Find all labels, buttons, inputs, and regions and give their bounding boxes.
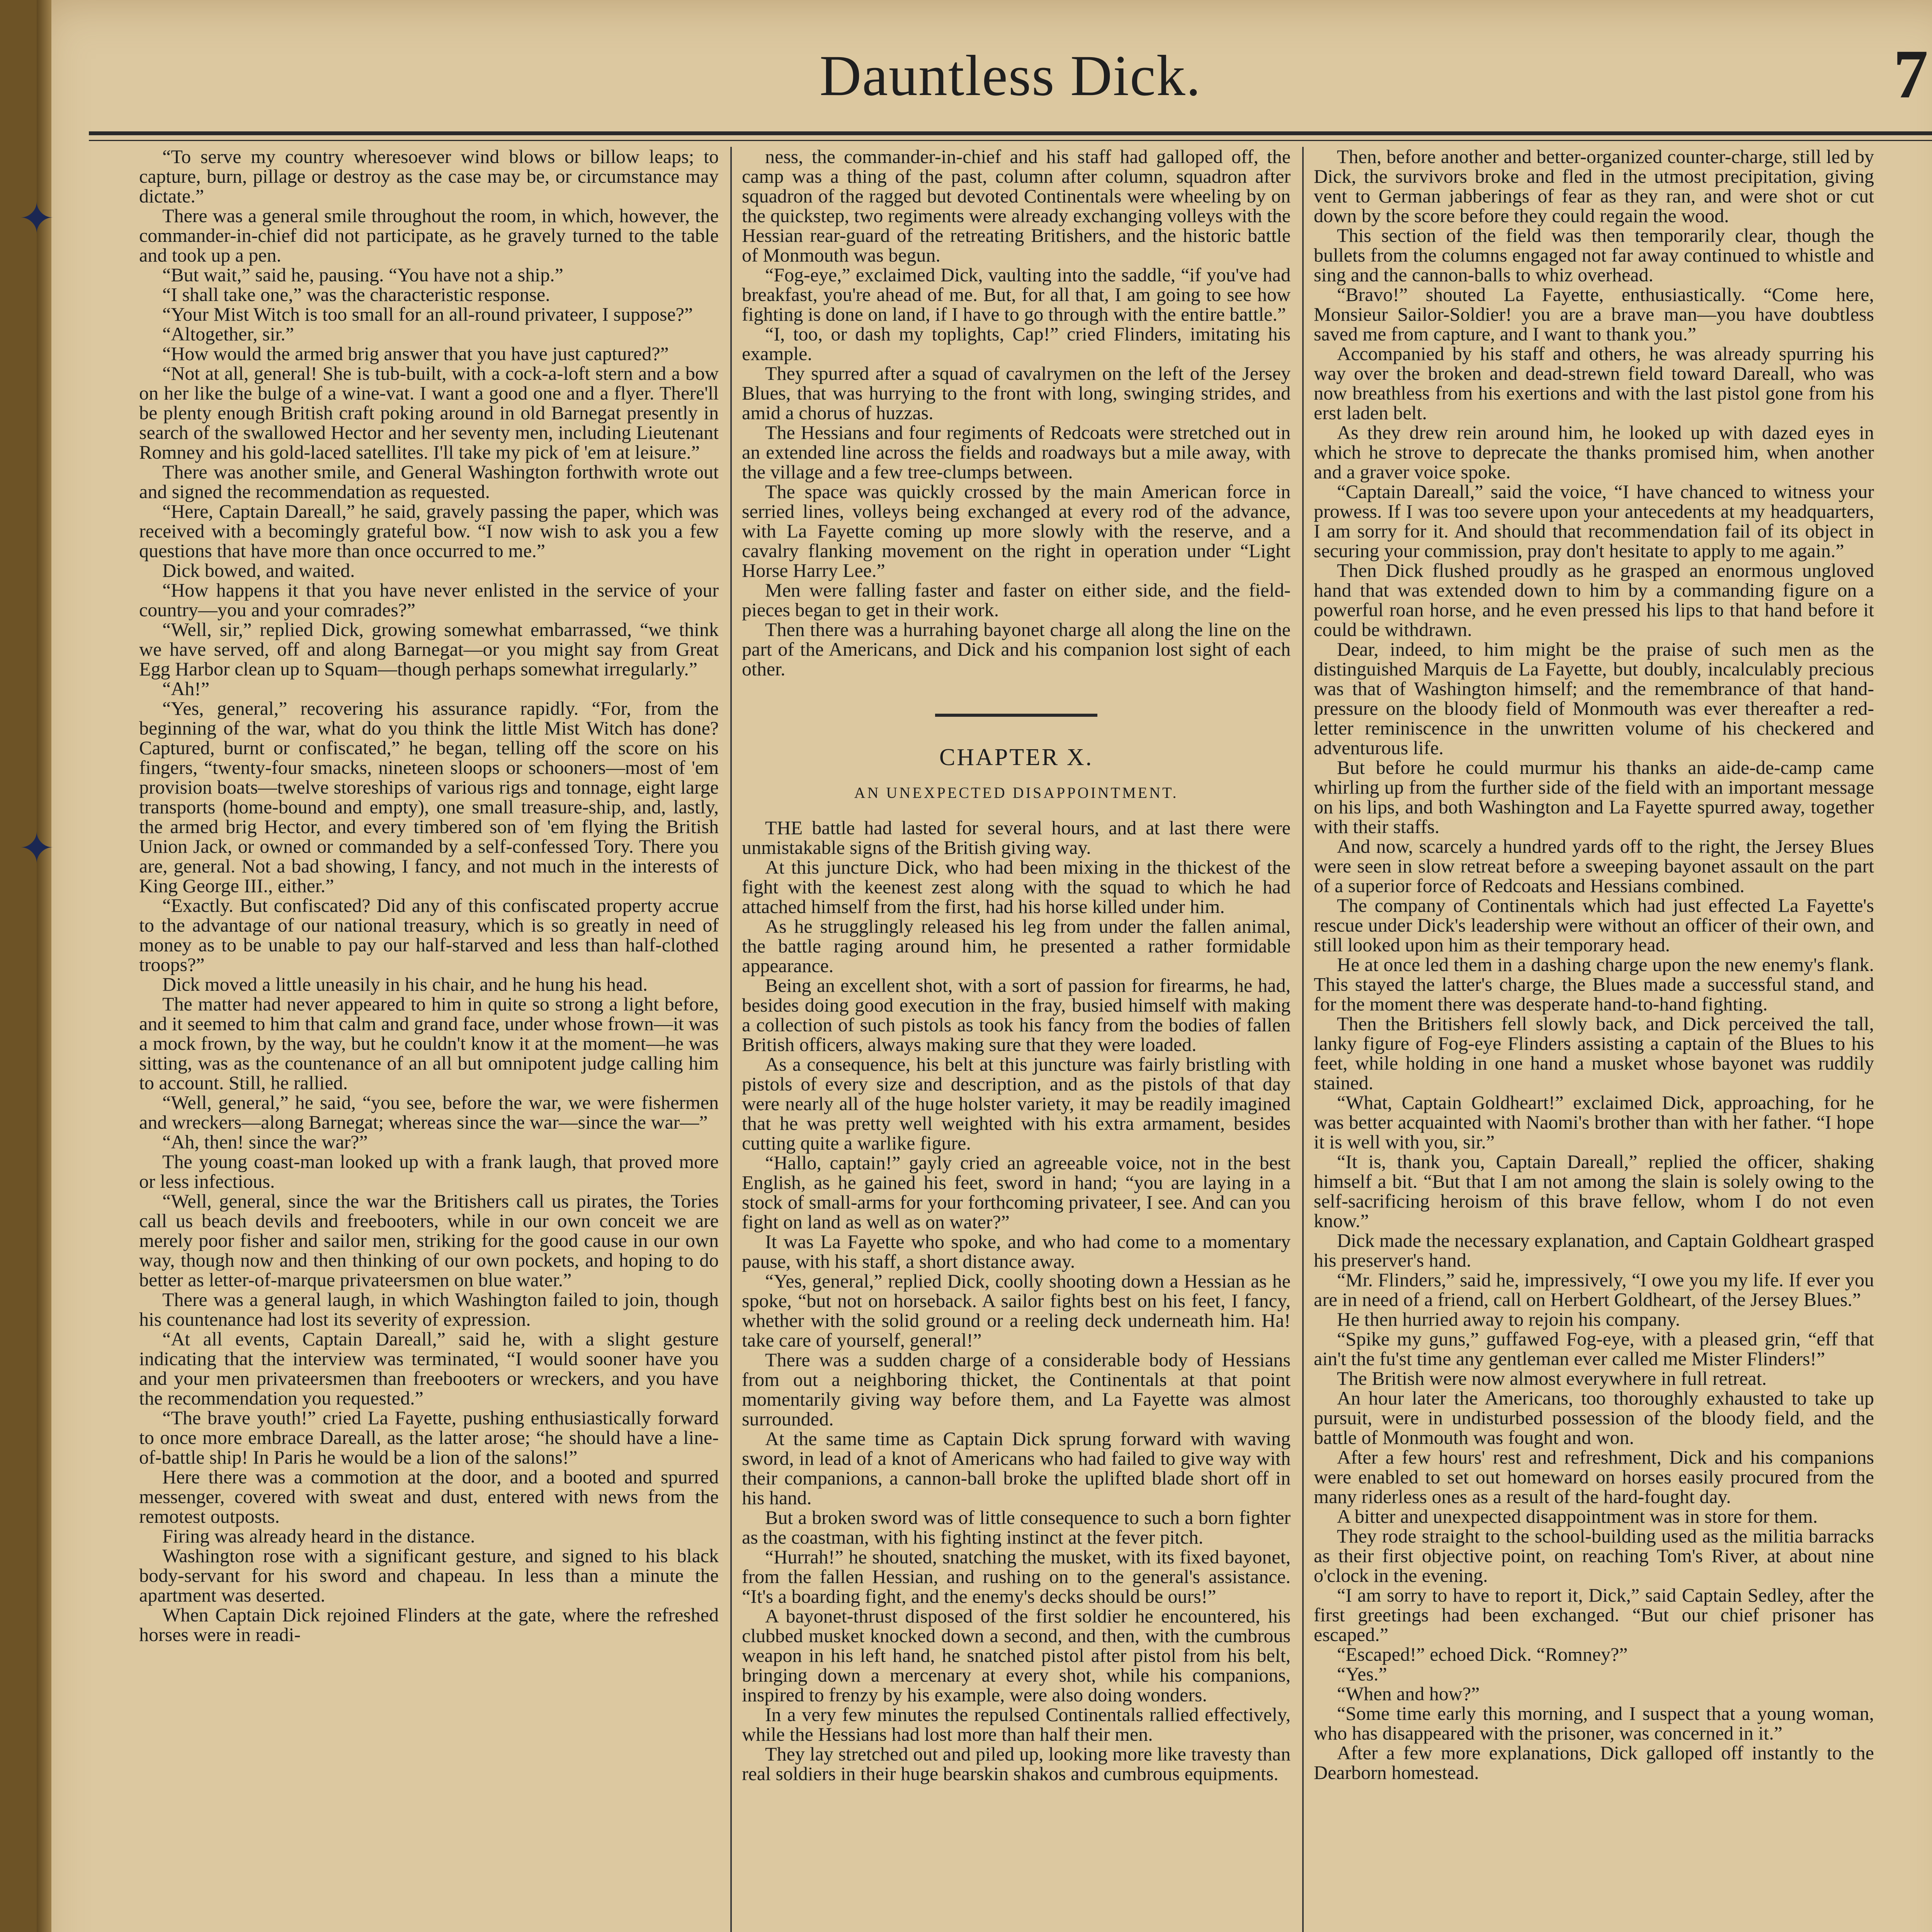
paragraph: A bayonet-thrust disposed of the first soldier he encountered, his clubbed musket knocked down a second, and then, with the cumbrous weapon in his left hand, he snatched pistol after pistol from his belt, bringing down a mercenary at every shot, while his companions, inspired to frenzy by his example, were also doing wonders. (742, 1605, 1291, 1706)
chapter-subtitle: AN UNEXPECTED DISAPPOINTMENT. (854, 784, 1179, 801)
paragraph: There was another smile, and General Washington forthwith wrote out and signed the recommendation as requested. (139, 461, 719, 502)
paragraph: As they drew rein around him, he looked up with dazed eyes in which he strove to deprecate the thanks promised him, when another and a graver voice spoke. (1314, 422, 1874, 483)
header-rule (89, 131, 1932, 135)
paragraph: “Altogether, sir.” (162, 323, 294, 345)
paragraph: “What, Captain Goldheart!” exclaimed Dick, approaching, for he was better acquainted with Naomi's brother than with her father. “I hope it is well with you, sir.” (1314, 1092, 1874, 1153)
text-column-1 (139, 147, 719, 1932)
paragraph: “Exactly. But confiscated? Did any of this confiscated property accrue to the advantage of our national treasury, which is so greatly in need of money as to be unable to pay our half-starved and less than half-clothed troops?” (139, 895, 719, 975)
paragraph: Being an excellent shot, with a sort of passion for firearms, he had, besides doing good execution in the fray, busied himself with making a collection of such pistols as took his fancy from the bodies of fallen British officers, always making sure that they were loaded. (742, 975, 1291, 1055)
paragraph: “Yes, general,” replied Dick, coolly shooting down a Hessian as he spoke, “but not on horseback. A sailor fights best on his feet, I fancy, whether with the solid ground or a reeling deck underneath him. Ha! take care of yourself, general!” (742, 1270, 1291, 1351)
paragraph: Then there was a hurrahing bayonet charge all along the line on the part of the Americans, and Dick and his companion lost sight of each other. (742, 619, 1291, 680)
paragraph: “Hurrah!” he shouted, snatching the musket, with its fixed bayonet, from the fallen Hessian, and rushing on to the general's assistance. “It's a boarding fight, and the enemy's decks should be ours!” (742, 1546, 1291, 1607)
paragraph: “To serve my country wheresoever wind blows or billow leaps; to capture, burn, pillage or destroy as the case may be, or circumstance may dictate.” (139, 147, 719, 207)
paragraph: The matter had never appeared to him in quite so strong a light before, and it seemed to him that calm and grand face, under whose frown—it was a mock frown, by the way, but he couldn't know it at the moment—he was sitting, was as the countenance of an all but omnipotent judge calling him to account. Still, he rallied. (139, 993, 719, 1094)
paragraph: Washington rose with a significant gesture, and signed to his black body-servant for his sword and chapeau. In less than a minute the apartment was deserted. (139, 1545, 719, 1606)
paragraph: Dear, indeed, to him might be the praise of such men as the distinguished Marquis de La Fayette, but doubly, incalculably precious was that of Washington himself; and the remembrance of that hand-pressure on the bloody field of Monmouth was ever thereafter a red-letter reminiscence in the unwritten volume of his checkered and adventurous life. (1314, 638, 1874, 759)
paragraph: “But wait,” said he, pausing. “You have not a ship.” (162, 264, 563, 286)
paragraph: Then the Britishers fell slowly back, and Dick perceived the tall, lanky figure of Fog-eye Flinders assisting a captain of the Blues to his feet, while holding in one hand a musket whose bayonet was ruddily stained. (1314, 1013, 1874, 1094)
paragraph: Men were falling faster and faster on either side, and the field-pieces began to get in their work. (742, 579, 1291, 621)
paragraph: “Bravo!” shouted La Fayette, enthusiastically. “Come here, Monsieur Sailor-Soldier! you are a brave man—you have doubtless saved me from capture, and I want to thank you.” (1314, 284, 1874, 345)
paragraph: After a few more explanations, Dick galloped off instantly to the Dearborn homestead. (1314, 1742, 1874, 1783)
paragraph: Accompanied by his staff and others, he was already spurring his way over the broken and dead-strewn field toward Dareall, who was now breathless from his exertions and with the last pistol gone from his erst laden belt. (1314, 343, 1874, 423)
paragraph: They lay stretched out and piled up, looking more like travesty than real soldiers in their huge bearskin shakos and cumbrous equipments. (742, 1743, 1291, 1784)
paragraph: Then Dick flushed proudly as he grasped an enormous ungloved hand that was extended down to him by a commanding figure on a powerful roan horse, and he even pressed his lips to that hand before it could be withdrawn. (1314, 560, 1874, 640)
paragraph: “Yes, general,” recovering his assurance rapidly. “For, from the beginning of the war, what do you think the little Mist Witch has done? Captured, burnt or confiscated,” he began, telling off the score on his fingers, “twenty-four smacks, nineteen sloops or schooners—most of 'em provision boats—twelve storeships of various rigs and tonnage, eight large transports (home-bound and empty), one small treasure-ship, and, lastly, the armed brig Hector, and every timbered son of 'em flying the British Union Jack, or owned or commanded by a self-confessed Tory. There you are, general. Not a bad showing, I fancy, and not much in the interests of King George III., either.” (139, 697, 719, 896)
paragraph: “At all events, Captain Dareall,” said he, with a slight gesture indicating that the interview was terminated, “I would sooner have you and your men privateersmen than freebooters or wreckers, and you have the recommendation you requested.” (139, 1328, 719, 1409)
text-column-3 (1314, 147, 1874, 1932)
four-point-star-icon: ✦ (19, 823, 55, 873)
chapter-title: CHAPTER X. (939, 744, 1094, 770)
paragraph: An hour later the Americans, too thoroughly exhausted to take up pursuit, were in undisturbed possession of the bloody field, and the battle of Monmouth was fought and won. (1314, 1387, 1874, 1448)
paragraph: He then hurried away to rejoin his company. (1337, 1308, 1680, 1330)
paragraph: “I shall take one,” was the characteristic response. (162, 284, 550, 305)
paragraph: “Yes.” (1337, 1663, 1387, 1685)
paragraph: And now, scarcely a hundred yards off to the right, the Jersey Blues were seen in slow retreat before a sweeping bayonet assault on the part of a superior force of Redcoats and Hessians combined. (1314, 835, 1874, 896)
paragraph: “Well, sir,” replied Dick, growing somewhat embarrassed, “we think we have served, off and along Barnegat—or you might say from Great Egg Harbor clean up to Squam—though perhaps somewhat irregularly.” (139, 619, 719, 680)
paragraph: There was a sudden charge of a considerable body of Hessians from out a neighboring thicket, the Continentals at that point momentarily giving way before them, and La Fayette was almost surrounded. (742, 1349, 1291, 1430)
paragraph: Dick bowed, and waited. (162, 560, 355, 581)
column-divider (1302, 147, 1304, 1932)
paragraph: The company of Continentals which had just effected La Fayette's rescue under Dick's leadership were without an officer of their own, and still looked upon him as their temporary head. (1314, 895, 1874, 956)
paragraph: Dick made the necessary explanation, and Captain Goldheart grasped his preserver's hand. (1314, 1230, 1874, 1271)
column-divider (730, 147, 732, 1932)
page-header (77, 27, 1932, 120)
paragraph: “Well, general, since the war the Britishers call us pirates, the Tories call us beach devils and freebooters, while in our own conceit we are merely poor fisher and sailor men, striking for the good cause in our own way, though now and then thinking of our own pockets, and hoping to do better as letter-of-marque privateersmen on blue water.” (139, 1190, 719, 1291)
column-2-body-top (742, 147, 1291, 679)
page-title: Dauntless Dick. (819, 44, 1202, 108)
paragraph: “Well, general,” he said, “you see, before the war, we were fishermen and wreckers—along Barnegat; whereas since the war—since the war—” (139, 1092, 719, 1133)
column-2-body-bottom (742, 818, 1291, 1784)
paragraph: “When and how?” (1337, 1683, 1480, 1704)
paragraph: As a consequence, his belt at this juncture was fairly bristling with pistols of every size and description, and as the pistols of that day were nearly all of the huge holster variety, it may be readily imagined that he was pretty well weighted with his extra armament, besides cutting quite a warlike figure. (742, 1053, 1291, 1154)
chapter-separator (935, 714, 1097, 717)
paragraph: “Some time early this morning, and I suspect that a young woman, who has disappeared with the prisoner, was concerned in it.” (1314, 1702, 1874, 1744)
paragraph: “How happens it that you have never enlisted in the service of your country—you and your comrades?” (139, 579, 719, 621)
paragraph: After a few hours' rest and refreshment, Dick and his companions were enabled to set out homeward on horses easily procured from the many riderless ones as a result of the hard-fought day. (1314, 1446, 1874, 1507)
paragraph: THE battle had lasted for several hours, and at last there were unmistakable signs of the British giving way. (742, 817, 1291, 858)
paragraph: But a broken sword was of little consequence to such a born fighter as the coastman, with his fighting instinct at the fever pitch. (742, 1507, 1291, 1548)
paragraph: There was a general laugh, in which Washington failed to join, though his countenance had lost its severity of expression. (139, 1289, 719, 1330)
paragraph: “Mr. Flinders,” said he, impressively, “I owe you my life. If ever you are in need of a friend, call on Herbert Goldheart, of the Jersey Blues.” (1314, 1269, 1874, 1310)
paragraph: The British were now almost everywhere in full retreat. (1337, 1367, 1767, 1389)
paragraph: “Captain Dareall,” said the voice, “I have chanced to witness your prowess. If I was too severe upon your antecedents at my headquarters, I am sorry for it. And should that recommendation fail of its object in securing your commission, pray don't hesitate to apply to me again.” (1314, 481, 1874, 561)
paragraph: When Captain Dick rejoined Flinders at the gate, where the refreshed horses were in readi- (139, 1604, 719, 1645)
paragraph: “I am sorry to have to report it, Dick,” said Captain Sedley, after the first greetings had been exchanged. “But our chief prisoner has escaped.” (1314, 1584, 1874, 1645)
paragraph: They rode straight to the school-building used as the militia barracks as their first objective point, on reaching Tom's River, at about nine o'clock in the evening. (1314, 1525, 1874, 1586)
paragraph: “Your Mist Witch is too small for an all-round privateer, I suppose?” (162, 303, 693, 325)
paragraph: Firing was already heard in the distance. (162, 1525, 475, 1547)
paragraph: He at once led them in a dashing charge upon the new enemy's flank. This stayed the latter's charge, the Blues made a successful stand, and for the moment there was desperate hand-to-hand fighting. (1314, 954, 1874, 1015)
paragraph: At this juncture Dick, who had been mixing in the thickest of the fight with the keenest zest along with the squad to which he had attached himself from the first, had his horse killed under him. (742, 856, 1291, 917)
paragraph: But before he could murmur his thanks an aide-de-camp came whirling up from the further side of the field with an important message on his lips, and both Washington and La Fayette spurred away, together with their staffs. (1314, 757, 1874, 837)
page-number: 7 (1893, 36, 1928, 112)
paragraph: “Not at all, general! She is tub-built, with a cock-a-loft stern and a bow on her like the bulge of a wine-vat. I want a good one and a flyer. There'll be plenty enough British craft poking around in old Barnegat presently in search of the swallowed Hector and her seventy men, including Lieutenant Romney and his gold-laced satellites. I'll take my pick of 'em at leisure.” (139, 362, 719, 463)
paragraph: They spurred after a squad of cavalrymen on the left of the Jersey Blues, that was hurrying to the front with long, swinging strides, and amid a chorus of huzzas. (742, 362, 1291, 423)
text-column-2 (742, 147, 1291, 1932)
four-point-star-icon: ✦ (19, 194, 55, 243)
paragraph: This section of the field was then temporarily clear, though the bullets from the columns engaged not far away continued to whistle and sing and the cannon-balls to whiz overhead. (1314, 224, 1874, 286)
paragraph: Dick moved a little uneasily in his chair, and he hung his head. (162, 973, 648, 995)
paragraph: Then, before another and better-organized counter-charge, still led by Dick, the survivors broke and fled in the utmost precipitation, giving vent to German jabberings of fear as they ran, and were shot or cut down by the score before they could regain the wood. (1314, 147, 1874, 226)
paragraph: A bitter and unexpected disappointment was in store for them. (1337, 1505, 1818, 1527)
paragraph: There was a general smile throughout the room, in which, however, the commander-in-chief did not participate, as he gravely turned to the table and took up a pen. (139, 205, 719, 266)
paragraph: As he strugglingly released his leg from under the fallen animal, the battle raging around him, he presented a rather formidable appearance. (742, 915, 1291, 976)
paragraph: “It is, thank you, Captain Dareall,” replied the officer, shaking himself a bit. “But that I am not among the slain is solely owing to the self-sacrificing heroism of this brave fellow, whom I do not even know.” (1314, 1151, 1874, 1231)
paragraph: “The brave youth!” cried La Fayette, pushing enthusiastically forward to once more embrace Dareall, as the latter arose; “he should have a line-of-battle ship! In Paris he would be a lion of the salons!” (139, 1407, 719, 1468)
paragraph: “Here, Captain Dareall,” he said, gravely passing the paper, which was received with a becomingly grateful bow. “I now wish to ask you a few questions that have more than once occurred to me.” (139, 500, 719, 561)
paragraph: At the same time as Captain Dick sprung forward with waving sword, in lead of a knot of Americans who had failed to give way with their companions, a cannon-ball broke the uplifted blade short off in his hand. (742, 1428, 1291, 1509)
paragraph: “Ah!” (162, 678, 210, 699)
paragraph: The Hessians and four regiments of Redcoats were stretched out in an extended line across the fields and roadways but a mile away, with the village and a few tree-clumps between. (742, 422, 1291, 483)
paragraph: “How would the armed brig answer that you have just captured?” (162, 343, 669, 364)
paragraph: ness, the commander-in-chief and his staff had galloped off, the camp was a thing of the past, column after column, squadron after squadron of the ragged but devoted Continentals were wheeling by on the quickstep, two regiments were already exchanging volleys with the Hessian rear-guard of the retreating Britishers, and the historic battle of Monmouth was begun. (742, 147, 1291, 266)
paragraph: “Hallo, captain!” gayly cried an agreeable voice, not in the best English, as he gained his feet, sword in hand; “you are laying in a stock of small-arms for your forthcoming privateer, I see. And can you fight on land as well as on water?” (742, 1152, 1291, 1233)
paragraph: “Fog-eye,” exclaimed Dick, vaulting into the saddle, “if you've had breakfast, you're ahead of me. But, for all that, I am going to see how fighting is done on land, if I have to go through with the entire battle.” (742, 264, 1291, 325)
paragraph: In a very few minutes the repulsed Continentals rallied effectively, while the Hessians had lost more than half their men. (742, 1704, 1291, 1745)
paragraph: “Escaped!” echoed Dick. “Romney?” (1337, 1643, 1628, 1665)
header-rule-thin (89, 140, 1932, 141)
paragraph: Here there was a commotion at the door, and a booted and spurred messenger, covered with sweat and dust, entered with news from the remotest outposts. (139, 1466, 719, 1527)
page-gutter (37, 0, 51, 1932)
paragraph: “Ah, then! since the war?” (162, 1131, 368, 1153)
paragraph: The young coast-man looked up with a frank laugh, that proved more or less infectious. (139, 1151, 719, 1192)
paragraph: The space was quickly crossed by the main American force in serried lines, volleys being exchanged at every rod of the advance, with La Fayette coming up more slowly with the reserve, and a cavalry flanking movement on the right in operation under “Light Horse Harry Lee.” (742, 481, 1291, 581)
paragraph: It was La Fayette who spoke, and who had come to a momentary pause, with his staff, a short distance away. (742, 1231, 1291, 1272)
paragraph: “I, too, or dash my toplights, Cap!” cried Flinders, imitating his example. (742, 323, 1291, 364)
paragraph: “Spike my guns,” guffawed Fog-eye, with a pleased grin, “eff that ain't the fu'st time any gentleman ever called me Mister Flinders!” (1314, 1328, 1874, 1369)
